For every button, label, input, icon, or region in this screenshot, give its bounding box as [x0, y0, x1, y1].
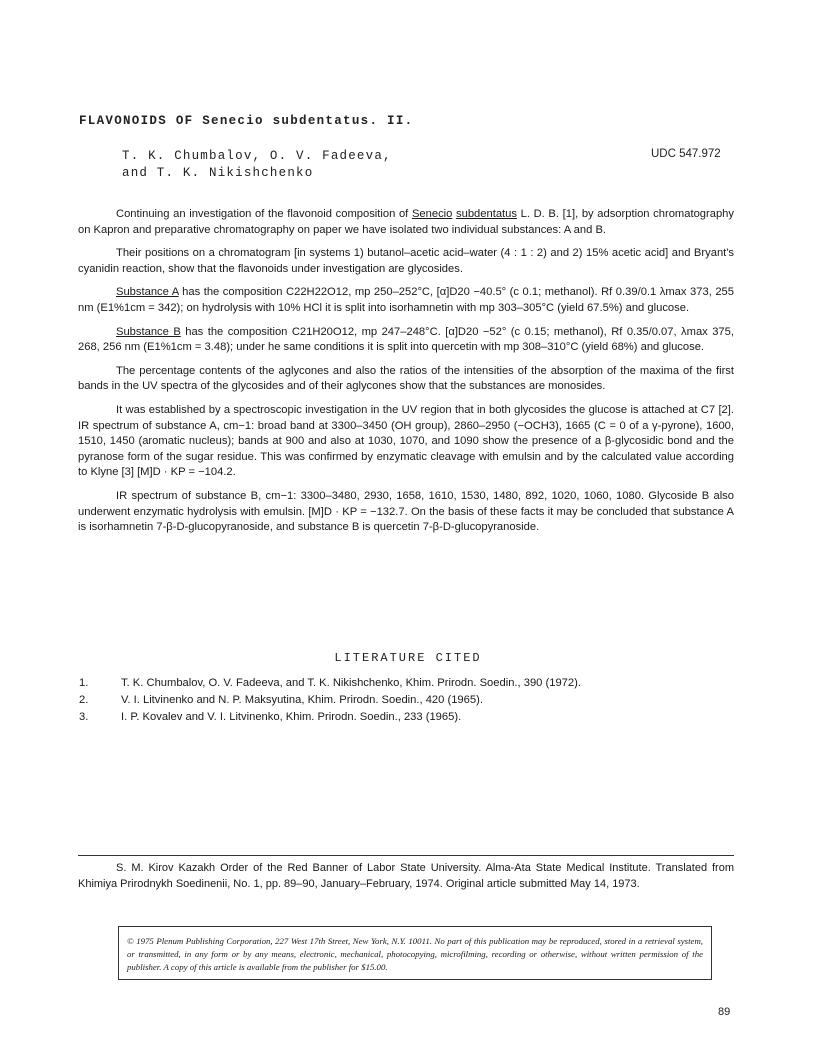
- authors-line-2: and T. K. Nikishchenko: [122, 166, 314, 180]
- copyright-notice: © 1975 Plenum Publishing Corporation, 227 West 17th Street, New York, N.Y. 10011. No part of this publication may be reproduced, stored in a retrieval system, or transmitted, in any form or by any means, electronic, mechanical, photocopying, microfilming, recording or otherwise, without written permission of the publisher. A copy of this article is available from the publisher for $15.00.: [127, 936, 703, 972]
- reference-item: [79, 709, 739, 726]
- p1-text-before: Continuing an investigation of the flavonoid composition of: [116, 208, 412, 220]
- reference-text: I. P. Kovalev and V. I. Litvinenko, Khim. Prirodn. Soedin., 233 (1965).: [121, 711, 462, 723]
- substance-a-text: has the composition C22H22O12, mp 250–252°C, [α]D20 −40.5° (c 0.1; methanol). Rf 0.39/0.1 λmax 373, 255 nm (E1%1cm = 342); on hydrolysis with 10% HCl it is split into isorhamnetin with mp 303–305°C (yield 67.5%) and glucose.: [78, 286, 734, 314]
- p1-text-after: L. D. B. [1], by adsorption chromatography on Kapron and preparative chromatography on paper we have isolated two individual substances: A and B.: [78, 208, 734, 236]
- affiliation-footnote: S. M. Kirov Kazakh Order of the Red Banner of Labor State University. Alma-Ata State Medical Institute. Translated from Khimiya Prirodnykh Soedinenii, No. 1, pp. 89–90, January–February, 1974. Original article submitted May 14, 1973.: [78, 862, 734, 890]
- literature-heading: LITERATURE CITED: [334, 651, 482, 665]
- reference-number: 3.: [79, 711, 89, 723]
- page-number: 89: [718, 1006, 731, 1018]
- paragraph-5: The percentage contents of the aglycones and also the ratios of the intensities of the absorption of the maxima of the first bands in the UV spectra of the glycosides and of their aglycones show that the substances are monosides.: [78, 364, 734, 393]
- paragraph-substance-a: [78, 285, 734, 316]
- paragraph-substance-b: [78, 325, 734, 356]
- authors-line-1: T. K. Chumbalov, O. V. Fadeeva,: [122, 149, 392, 163]
- udc-code: UDC 547.972: [651, 148, 721, 160]
- p1-species: subdentatus: [456, 208, 517, 220]
- reference-list: [79, 675, 739, 726]
- reference-text: V. I. Litvinenko and N. P. Maksyutina, Khim. Prirodn. Soedin., 420 (1965).: [121, 694, 483, 706]
- article-body: [78, 207, 734, 544]
- reference-item: [79, 675, 739, 692]
- footer-divider: [78, 855, 734, 856]
- reference-number: 2.: [79, 694, 89, 706]
- article-title: FLAVONOIDS OF Senecio subdentatus. II.: [79, 114, 414, 128]
- substance-a-label: Substance A: [116, 286, 179, 299]
- paragraph-2: Their positions on a chromatogram [in systems 1) butanol–acetic acid–water (4 : 1 : 2) and 2) 15% acetic acid] and Bryant's cyanidin reaction, show that the flavonoids under investigation are glycosides.: [78, 247, 734, 275]
- reference-number: 1.: [79, 677, 89, 689]
- author-list: [122, 148, 392, 182]
- reference-item: [79, 692, 739, 709]
- substance-b-text: has the composition C21H20O12, mp 247–248°C. [α]D20 −52° (c 0.15; methanol), Rf 0.35/0.07, λmax 375, 268, 256 nm (E1%1cm = 3.48); under he same conditions it is split into quercetin with mp 308–310°C (yield 68%) and glucose.: [78, 325, 734, 354]
- copyright-box: [118, 926, 712, 980]
- paragraph-1: [78, 207, 734, 238]
- paragraph-6: It was established by a spectroscopic investigation in the UV region that in both glycosides the glucose is attached at C7 [2]. IR spectrum of substance A, cm−1: broad band at 3300–3450 (OH group), 2860–2950 (−OCH3), 1665 (C = 0 of a γ-pyrone), 1600, 1510, 1450 (aromatic nucleus); bands at 900 and also at 1030, 1070, and 1090 show the presence of a β-glycosidic bond and the pyranose form of the sugar residue. This was confirmed by enzymatic cleavage with emulsin and by the calculated value according to Klyne [3] [M]D · KP = −104.2.: [78, 403, 734, 479]
- substance-b-label: Substance B: [116, 325, 181, 338]
- paragraph-7: IR spectrum of substance B, cm−1: 3300–3480, 2930, 1658, 1610, 1530, 1480, 892, 1020, 1060, 1080. Glycoside B also underwent enzymatic hydrolysis with emulsin. [M]D · KP = −132.7. On the basis of these facts it may be concluded that substance A is isorhamnetin 7-β-D-glucopyranoside, and substance B is quercetin 7-β-D-glucopyranoside.: [78, 489, 734, 534]
- p1-genus: Senecio: [411, 208, 453, 220]
- reference-text: T. K. Chumbalov, O. V. Fadeeva, and T. K. Nikishchenko, Khim. Prirodn. Soedin., 390 (1972).: [121, 677, 581, 689]
